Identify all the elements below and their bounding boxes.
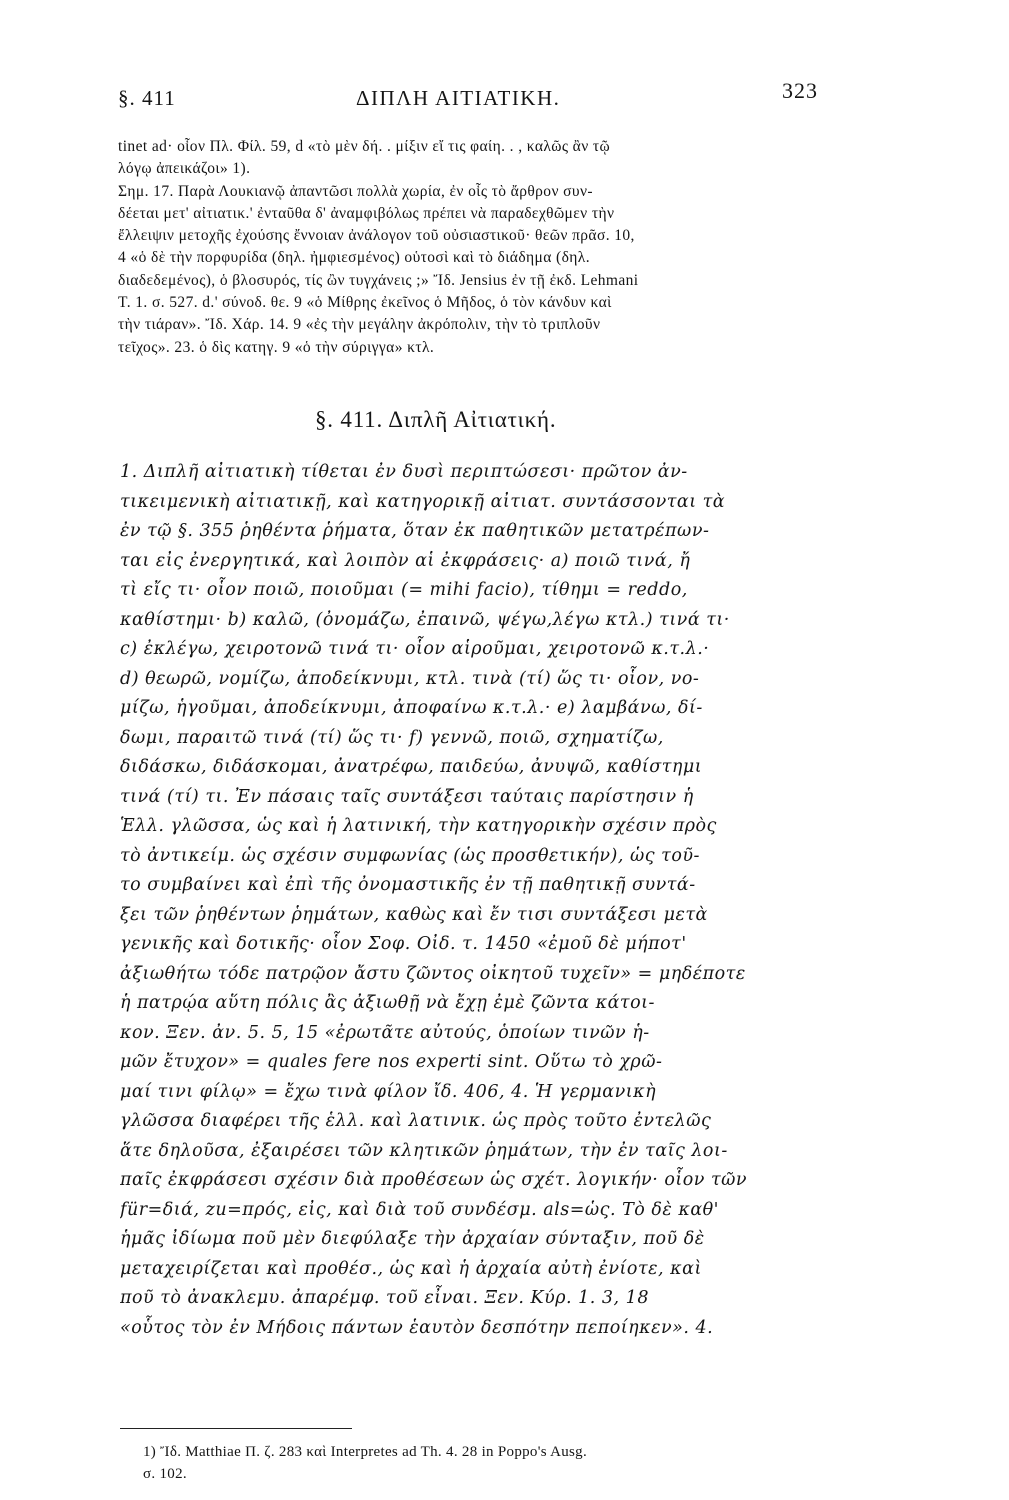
notes-line: ἔλλειψιν μετοχῆς ἐχούσης ἔννοιαν ἀνάλογον τοῦ οὐσιαστικοῦ· θεῶν πρᾶσ. 10, [118, 227, 635, 245]
footnote-divider [120, 1428, 352, 1429]
notes-line: τὴν τιάραν». Ἴδ. Χάρ. 14. 9 «ἐς τὴν μεγάλην ἀκρόπολιν, τὴν τὸ τριπλοῦν [118, 316, 601, 334]
body-line: Ἑλλ. γλῶσσα, ὡς καὶ ἡ λατινική, τὴν κατηγορικὴν σχέσιν πρὸς [120, 816, 717, 836]
body-line: τικειμενικὴ αἰτιατικῇ, καὶ κατηγορικῇ αἰτιατ. συντάσσονται τὰ [120, 491, 726, 512]
notes-line: λόγῳ ἀπεικάζοι» 1). [118, 160, 251, 178]
body-line: ποῦ τὸ ἀνακλεμυ. ἀπαρέμφ. τοῦ εἶναι. Ξεν. Κύρ. 1. 3, 18 [120, 1288, 649, 1308]
body-line: ἅτε δηλοῦσα, ἐξαιρέσει τῶν κλητικῶν ῥημάτων, τὴν ἐν ταῖς λοι- [120, 1140, 728, 1161]
header-title: ΔΙΠΛΗ ΑΙΤΙΑΤΙΚΗ. [356, 86, 561, 110]
body-line: δωμι, παραιτῶ τινά (τί) ὥς τι· f) γεννῶ, ποιῶ, σχηματίζω, [120, 727, 664, 748]
body-line: 1. Διπλῆ αἰτιατικὴ τίθεται ἐν δυσὶ περιπτώσεσι· πρῶτον ἀν- [120, 462, 688, 482]
body-line: ται εἰς ἐνεργητικά, καὶ λοιπὸν αἱ ἐκφράσεις· a) ποιῶ τινά, ἤ [120, 550, 691, 571]
body-line: παῖς ἐκφράσεσι σχέσιν διὰ προθέσεων ὡς σχέτ. λογικήν· οἷον τῶν [120, 1170, 748, 1190]
body-line: κον. Ξεν. ἀν. 5. 5, 15 «ἐρωτᾶτε αὐτούς, ὁποίων τινῶν ἡ- [120, 1022, 650, 1043]
body-line: ξει τῶν ῥηθέντων ῥημάτων, καθὼς καὶ ἔν τισι συντάξεσι μετὰ [120, 904, 708, 925]
body-line: καθίστημι· b) καλῶ, (ὀνομάζω, ἐπαινῶ, ψέγω,λέγω κτλ.) τινά τι· [120, 609, 730, 630]
notes-line: δέεται μετ' αἰτιατικ.' ἐνταῦθα δ' ἀναμφιβόλως πρέπει νὰ παραδεχθῶμεν τὴν [118, 204, 615, 222]
body-line: ἀξιωθήτω τόδε πατρῷον ἄστυ ζῶντος οἰκητοῦ τυχεῖν» = μηδέποτε [120, 963, 746, 984]
body-line: d) θεωρῶ, νομίζω, ἀποδείκνυμι, κτλ. τινὰ (τί) ὥς τι· οἷον, νο- [120, 668, 700, 689]
notes-line: 4 «ὁ δὲ τὴν πορφυρίδα (δηλ. ἠμφιεσμένος) οὑτοσὶ καὶ τὸ διάδημα (δηλ. [118, 249, 590, 267]
page-number: 323 [782, 78, 818, 103]
notes-line: Σημ. 17. Παρὰ Λουκιανῷ ἀπαντῶσι πολλὰ χωρία, ἐν οἷς τὸ ἄρθρον συν- [118, 182, 593, 200]
body-line: τὶ εἴς τι· οἷον ποιῶ, ποιοῦμαι (= mihi facio), τίθημι = reddo, [120, 580, 688, 600]
body-line: το συμβαίνει καὶ ἐπὶ τῆς ὀνομαστικῆς ἐν τῇ παθητικῇ συντά- [120, 875, 696, 895]
body-line: μίζω, ἡγοῦμαι, ἀποδείκνυμι, ἀποφαίνω κ.τ.λ.· e) λαμβάνω, δί- [120, 698, 703, 718]
footnote-line: σ. 102. [143, 1466, 187, 1482]
section-heading: §. 411. Διπλῆ Αἰτιατική. [315, 407, 557, 432]
body-line: μῶν ἔτυχον» = quales fere nos experti sint. Οὕτω τὸ χρῶ- [120, 1052, 663, 1072]
notes-line: διαδεδεμένος), ὁ βλοσυρός, τίς ὢν τυγχάνεις ;» Ἴδ. Jensius ἐν τῇ ἐκδ. Lehmani [118, 271, 639, 289]
body-line: γενικῆς καὶ δοτικῆς· οἷον Σοφ. Οἰδ. τ. 1450 «ἐμοῦ δὲ μήποτ' [120, 934, 687, 954]
body-line: γλῶσσα διαφέρει τῆς ἑλλ. καὶ λατινικ. ὡς πρὸς τοῦτο ἐντελῶς [120, 1111, 712, 1131]
notes-line: T. 1. σ. 527. d.' σύνοδ. θε. 9 «ὁ Μίθρης ἐκεῖνος ὁ Μῆδος, ὁ τὸν κάνδυν καὶ [118, 294, 612, 312]
header-section-number: §. 411 [118, 86, 176, 110]
notes-block [118, 136, 823, 359]
notes-line: tinet ad· οἷον Πλ. Φίλ. 59, d «τὸ μὲν δή. . μίξιν εἴ τις φαίη. . , καλῶς ἂν τῷ [118, 138, 611, 155]
body-line: für=διά, zu=πρός, εἰς, καὶ διὰ τοῦ συνδέσμ. als=ὡς. Τὸ δὲ καθ' [120, 1199, 719, 1220]
body-line: ἡ πατρῴα αὕτη πόλις ἂς ἀξιωθῇ νὰ ἔχῃ ἐμὲ ζῶντα κάτοι- [120, 993, 655, 1013]
body-line: τινά (τί) τι. Ἐν πάσαις ταῖς συντάξεσι ταύταις παρίστησιν ἡ [120, 786, 694, 807]
notes-line: τεῖχος». 23. ὁ δὶς κατηγ. 9 «ὁ τὴν σύριγγα» κτλ. [118, 338, 435, 356]
body-line: μεταχειρίζεται καὶ προθέσ., ὡς καὶ ἡ ἀρχαία αὐτὴ ἐνίοτε, καὶ [120, 1258, 702, 1279]
body-line: ἡμᾶς ἰδίωμα ποῦ μὲν διεφύλαξε τὴν ἀρχαίαν σύνταξιν, ποῦ δὲ [120, 1229, 705, 1249]
body-line: διδάσκω, διδάσκομαι, ἀνατρέφω, παιδεύω, ἀνυψῶ, καθίστημι [120, 757, 703, 777]
running-head [118, 78, 818, 120]
body-line: ἐν τῷ §. 355 ῥηθέντα ῥήματα, ὅταν ἐκ παθητικῶν μετατρέπων- [120, 521, 710, 541]
footnote-line: 1) Ἴδ. Matthiae Π. ζ. 283 καὶ Interpretes ad Th. 4. 28 in Poppo's Ausg. [143, 1444, 588, 1460]
footnotes-block [143, 1441, 823, 1485]
body-line: μαί τινι φίλῳ» = ἔχω τινὰ φίλον ἴδ. 406, 4. Ἡ γερμανικὴ [120, 1081, 657, 1102]
body-line: «οὗτος τὸν ἐν Μήδοις πάντων ἑαυτὸν δεσπότην πεποίηκεν». 4. [120, 1317, 714, 1338]
body-text [120, 458, 820, 1343]
body-line: c) ἐκλέγω, χειροτονῶ τινά τι· οἷον αἱροῦμαι, χειροτονῶ κ.τ.λ.· [120, 639, 710, 659]
body-line: τὸ ἀντικείμ. ὡς σχέσιν συμφωνίας (ὡς προσθετικήν), ὡς τοῦ- [120, 845, 700, 866]
